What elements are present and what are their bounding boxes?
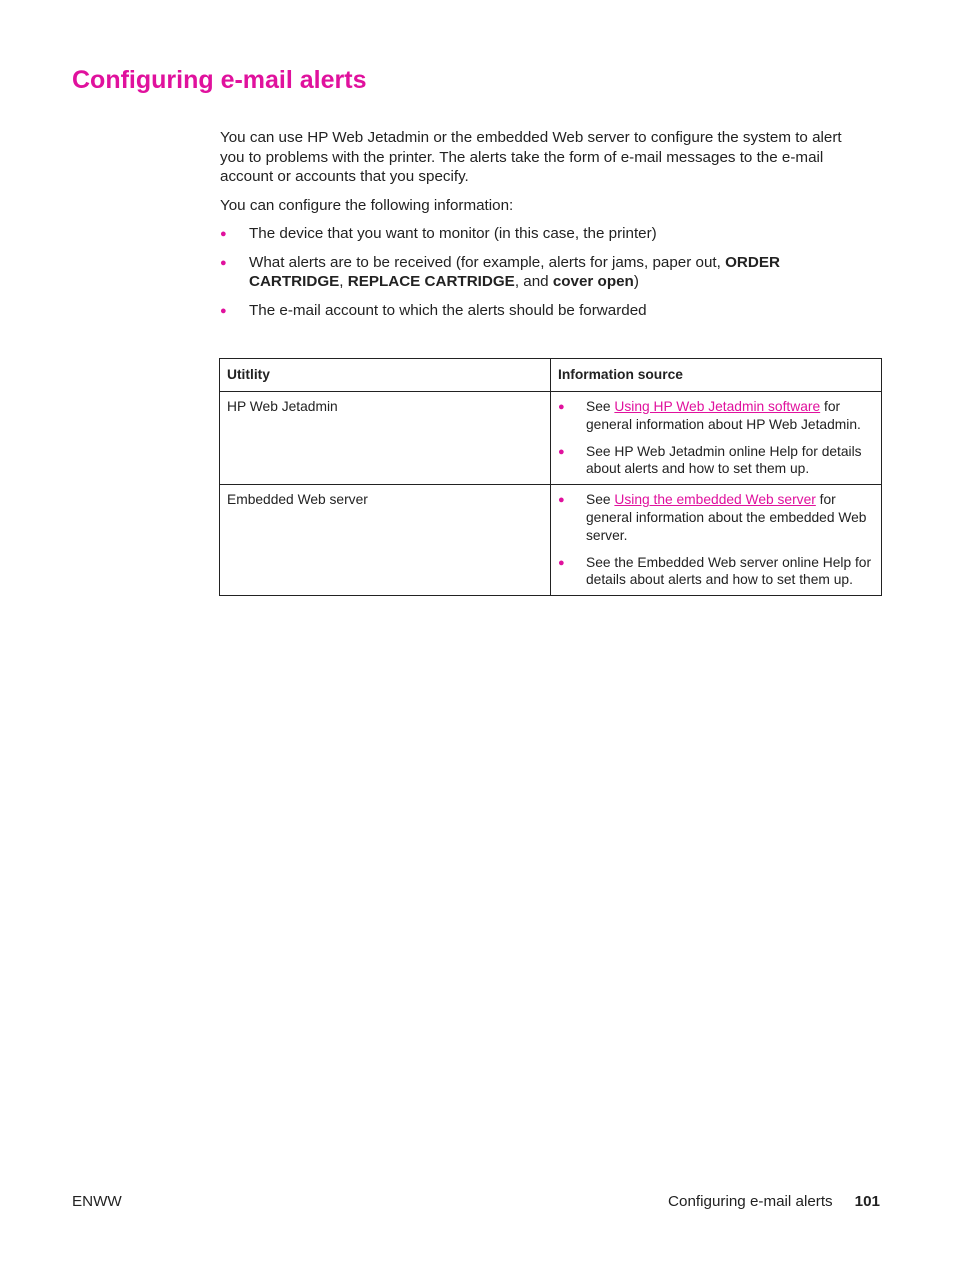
- alert-config-list: [220, 224, 860, 329]
- text-segment: What alerts are to be received (for example, alerts for jams, paper out,: [249, 253, 726, 271]
- bullet-icon: ●: [558, 556, 565, 569]
- emphasis-replace-cartridge: REPLACE CARTRIDGE: [347, 273, 515, 290]
- list-item: [558, 398, 874, 434]
- bullet-icon: ●: [220, 256, 227, 269]
- emphasis-cover-open: cover open: [552, 273, 634, 290]
- list-item-text: The device that you want to monitor (in this case, the printer): [249, 225, 657, 242]
- list-item: [558, 491, 874, 544]
- list-item: [558, 443, 874, 479]
- footer-section-title: Configuring e-mail alerts: [668, 1193, 833, 1210]
- utility-cell: Embedded Web server: [220, 485, 551, 596]
- link-using-hp-web-jetadmin-software[interactable]: Using HP Web Jetadmin software: [614, 399, 821, 414]
- list-item: [220, 253, 860, 292]
- bullet-icon: ●: [220, 228, 227, 240]
- emphasis-order-cartridge: ORDER CARTRIDGE: [249, 253, 780, 290]
- bullet-icon: ●: [220, 304, 227, 317]
- utility-info-table: [219, 358, 882, 596]
- table-row: [220, 485, 882, 596]
- page-title: Configuring e-mail alerts: [72, 66, 367, 94]
- text-segment: for general information about HP Web Jetadmin.: [586, 399, 861, 432]
- list-item: [558, 554, 874, 590]
- text-segment: ): [633, 273, 639, 290]
- list-item-text: See the Embedded Web server online Help for details about alerts and how to set them up.: [586, 554, 872, 588]
- footer-left-label: ENWW: [72, 1193, 122, 1210]
- footer-right: [668, 1192, 880, 1211]
- intro-paragraph: You can use HP Web Jetadmin or the embedded Web server to configure the system to alert you to problems with the printer. The alerts take the form of e-mail messages to the e-mail account or accounts that you specify.: [220, 129, 842, 185]
- list-item-text: [249, 254, 780, 291]
- column-header-information-source: Information source: [551, 359, 882, 392]
- text-segment: ,: [339, 273, 348, 290]
- table-header-row: [220, 359, 882, 392]
- bullet-icon: ●: [558, 494, 565, 507]
- lead-paragraph: You can configure the following information:: [220, 197, 514, 214]
- list-item-text: The e-mail account to which the alerts should be forwarded: [249, 301, 647, 319]
- text-segment: for general information about the embedded Web server.: [586, 492, 867, 543]
- information-source-cell: [551, 485, 882, 596]
- utility-cell: HP Web Jetadmin: [220, 392, 551, 485]
- information-source-cell: [551, 392, 882, 485]
- information-source-list: [558, 491, 874, 589]
- bullet-icon: ●: [558, 445, 565, 458]
- column-header-utility: Utitlity: [220, 359, 551, 392]
- text-segment: See: [586, 399, 615, 414]
- text-segment: , and: [514, 273, 553, 290]
- list-item: [220, 301, 860, 321]
- list-item: [220, 224, 860, 244]
- text-segment: See: [586, 492, 615, 508]
- list-item-text: See HP Web Jetadmin online Help for details about alerts and how to set them up.: [586, 443, 862, 477]
- table-row: [220, 392, 882, 485]
- link-using-the-embedded-web-server[interactable]: Using the embedded Web server: [614, 492, 816, 508]
- page-number: 101: [854, 1193, 880, 1210]
- information-source-list: [558, 398, 874, 478]
- bullet-icon: ●: [558, 401, 565, 413]
